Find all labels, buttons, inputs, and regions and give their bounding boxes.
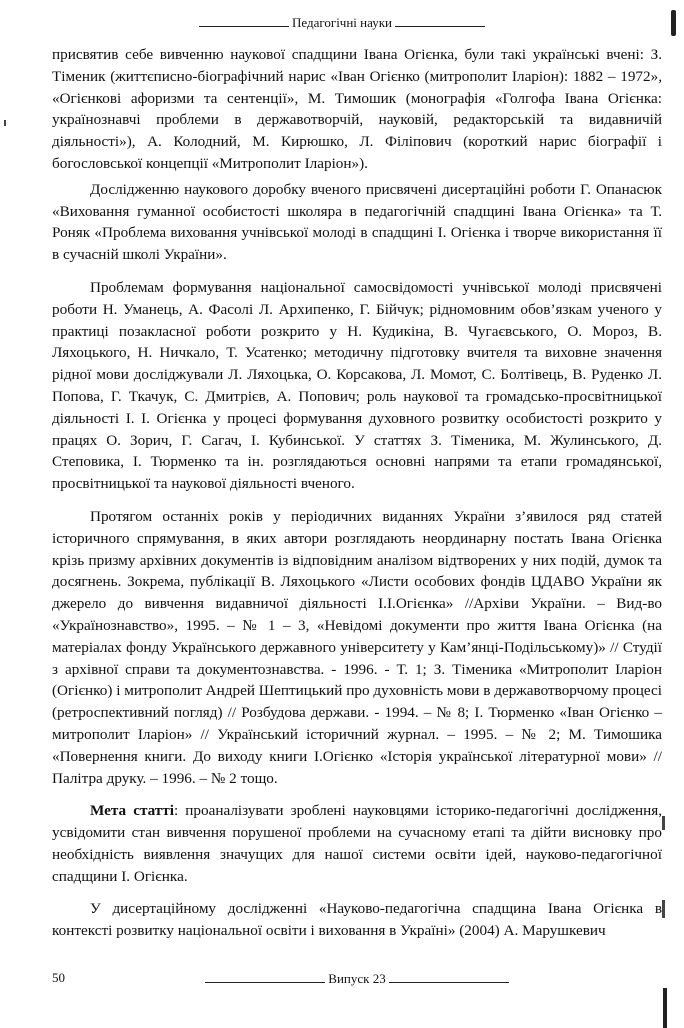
issue-line <box>52 970 662 987</box>
paragraph-1: присвятив себе вивченню наукової спадщини Івана Огієнка, були такі українські вчені: З. Тіменик (життєписно-біографічний нарис «Іван Огієнко (митрополит Іларіон): 1882 – 1972», «Огієнкові афоризми та сентенції», М. Тимошик (монографія «Голгофа Івана Огієнка: українознавчі проблеми в державотворчій, науковій, редакторській та видавничій діяльності»), А. Колодний, М. Кирюшко, Л. Філіпович (короткий нарис біографії і богословської концепції «Митрополит Іларіон»). <box>52 46 662 172</box>
paragraph-6: У дисертаційному дослідженні «Науково-педагогічна спадщина Івана Огієнка в контексті розвитку національної освіти і виховання в Україні» (2004) А. Марушкевич <box>52 900 662 940</box>
article-body <box>52 44 662 942</box>
header-rule-right <box>395 14 485 27</box>
header-rule-left <box>199 14 289 27</box>
footer-rule-right <box>389 970 509 983</box>
page-number: 50 <box>52 970 65 985</box>
scan-edge-mark <box>671 10 676 36</box>
journal-section-title: Педагогічні науки <box>291 15 393 30</box>
paragraph-2: Дослідженню наукового доробку вченого присвячені дисертаційні роботи Г. Опанасюк «Виховання гуманної особистості школяра в педагогічній спадщині Івана Огієнка» та Т. Роняк «Проблема виховання учнівської молоді в спадщині І. Огієнка і творче використання її в сучасній школі України». <box>52 180 662 264</box>
footer-rule-left <box>205 970 325 983</box>
scan-edge-mark <box>662 816 665 830</box>
scan-edge-mark <box>663 988 667 1028</box>
article-goal-text: : проаналізувати зроблені науковцями історико-педагогічні дослідження, усвідомити стан вивчення порушеної проблеми на сучасному етапі та дійти висновку про необхідність виявлення значущих для нашої системи освіти ідей, науково-педагогічної спадщини І. Огієнка. <box>52 802 663 885</box>
scan-edge-mark <box>4 120 6 126</box>
issue-label: Випуск 23 <box>328 971 386 986</box>
article-goal-label: Мета статті <box>90 802 174 820</box>
paragraph-5 <box>52 800 662 887</box>
running-header <box>0 14 684 31</box>
scan-edge-mark <box>662 900 665 918</box>
paragraph-4: Протягом останніх років у періодичних виданнях України з’явилося ряд статей історичного спрямування, в яких автори розглядають неординарну постать Івана Огієнка крізь призму архівних документів із відповідним аналізом відтворених у них подій, думок та досягнень. Зокрема, публікації В. Ляхоцького «Листи особових фондів ЦДАВО України як джерело до вивчення видавничої діяльності І.І.Огієнка» //Архіви України. – Вид-во «Українознавство», 1995. – № 1 – 3, «Невідомі документи про життя Івана Огієнка (на матеріалах фонду Українського державного університету у Кам’янці-Подільському)» // Студії з архівної справи та документознавства. - 1996. - Т. 1; З. Тіменика «Митрополит Іларіон (Огієнко) і митрополит Андрей Шептицький про духовність мови в державотворчому процесі (ретроспективний погляд) // Розбудова держави. - 1994. – № 8; І. Тюрменко «Іван Огієнко – митрополит Іларіон» // Український історичний журнал. – 1995. – № 2; М. Тимошика «Повернення книги. До виходу книги І.Огієнко «Історія української літературної мови» // Палітра друку. – 1996. – № 2 тощо. <box>52 507 662 787</box>
paragraph-3: Проблемам формування національної самосвідомості учнівської молоді присвячені роботи Н. Уманець, А. Фасолі Л. Архипенко, Г. Бійчук; рідномовним обов’язкам ученого у практиці позакласної роботи розкрито у Н. Кудикіна, В. Чугаєвського, О. Мороз, В. Ляхоцького, Н. Ничкало, Т. Усатенко; методичну підготовку вчителя та виховне значення рідної мови досліджували Л. Ляхоцька, О. Корсакова, Л. Момот, С. Болтівець, В. Руденко Л. Попова, Г. Ткачук, С. Дмитрієв, А. Попович; роль наукової та громадсько-просвітницької діяльності І. І. Огієнка у процесі формування духовного розвитку особистості розкрито у працях О. Зорич, Г. Сагач, І. Кубинської. У статтях З. Тіменика, М. Жулинського, Д. Степовика, І. Тюрменко та ін. розглядаються основні напрями та етапи громадянської, просвітницької та наукової діяльності вченого. <box>52 278 662 493</box>
